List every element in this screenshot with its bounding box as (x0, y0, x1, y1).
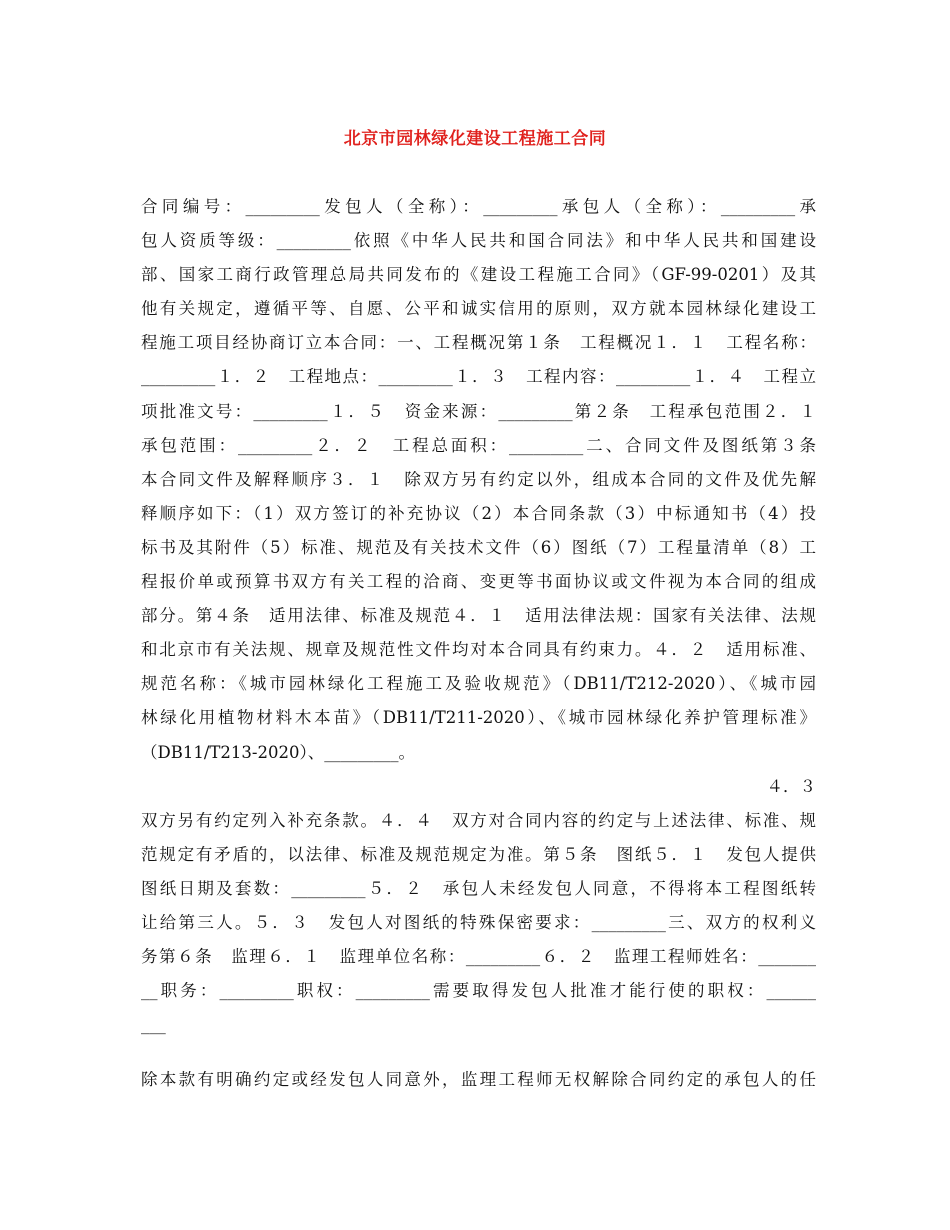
text-line: 规范名称：《城市园林绿化工程施工及验收规范》（DB11/T212-2020）、《城市园 (141, 674, 816, 694)
text-line: （DB11/T213-2020）、_________。 (141, 742, 415, 762)
text-line: 释顺序如下：（1）双方签订的补充协议（2）本合同条款（3）中标通知书（4）投 (141, 503, 816, 523)
text-line: 部、国家工商行政管理总局共同发布的《建设工程施工合同》（GF-99-0201）及其 (141, 265, 816, 285)
text-line: 务第６条 监理６．１ 监理单位名称：_________６．２ 监理工程师姓名：_______ (141, 947, 816, 967)
text-line: 他有关规定，遵循平等、自愿、公平和诚实信用的原则，双方就本园林绿化建设工 (141, 299, 816, 319)
text-line: 和北京市有关法规、规章及规范性文件均对本合同具有约束力。４．２ 适用标准、 (141, 640, 816, 660)
text-line: 承包范围：_________２．２ 工程总面积：_________二、合同文件及图纸第３条 (141, 435, 816, 455)
text-line: _________１．２ 工程地点：_________１．３ 工程内容：_________１．４ 工程立 (141, 367, 816, 387)
contract-body (141, 190, 816, 1042)
contract-body-continued (141, 1063, 816, 1097)
text-line: 让给第三人。５．３ 发包人对图纸的特殊保密要求：_________三、双方的权利义 (141, 912, 816, 932)
text-line: 图纸日期及套数：_________５．２ 承包人未经发包人同意，不得将本工程图纸转 (141, 878, 816, 898)
text-line: 项批准文号：_________１．５ 资金来源：_________第２条 工程承包范围２．１ (141, 401, 816, 421)
text-line: 范规定有矛盾的，以法律、标准及规范规定为准。第５条 图纸５．１ 发包人提供 (141, 844, 816, 864)
text-line: 程施工项目经协商订立本合同：一、工程概况第１条 工程概况１．１ 工程名称： (141, 333, 816, 353)
text-line: 本合同文件及解释顺序３．１ 除双方另有约定以外，组成本合同的文件及优先解 (141, 469, 816, 489)
text-line: 除本款有明确约定或经发包人同意外，监理工程师无权解除合同约定的承包人的任 (141, 1070, 816, 1089)
document-title: 北京市园林绿化建设工程施工合同 (343, 129, 607, 149)
text-line: 程报价单或预算书双方有关工程的洽商、变更等书面协议或文件视为本合同的组成 (141, 572, 816, 592)
text-line: 合同编号：_________发包人（全称）：_________承包人（全称）：_________承 (141, 197, 816, 216)
text-line: 林绿化用植物材料木本苗》（DB11/T211-2020）、《城市园林绿化养护管理标准》 (141, 708, 816, 728)
text-line: 标书及其附件（5）标准、规范及有关技术文件（6）图纸（7）工程量清单（8）工 (141, 537, 816, 557)
text-line: 部分。第４条 适用法律、标准及规范４．１ 适用法律法规：国家有关法律、法规 (141, 606, 816, 626)
text-line: __职务：_________职权：_________需要取得发包人批准才能行使的职权：______ (141, 981, 816, 1001)
text-line: 双方另有约定列入补充条款。４．４ 双方对合同内容的约定与上述法律、标准、规 (141, 810, 816, 830)
text-line: ４．３ (766, 776, 816, 796)
text-line: ___ (141, 1015, 166, 1035)
text-line: 包人资质等级：_________依照《中华人民共和国合同法》和中华人民共和国建设 (141, 231, 816, 251)
